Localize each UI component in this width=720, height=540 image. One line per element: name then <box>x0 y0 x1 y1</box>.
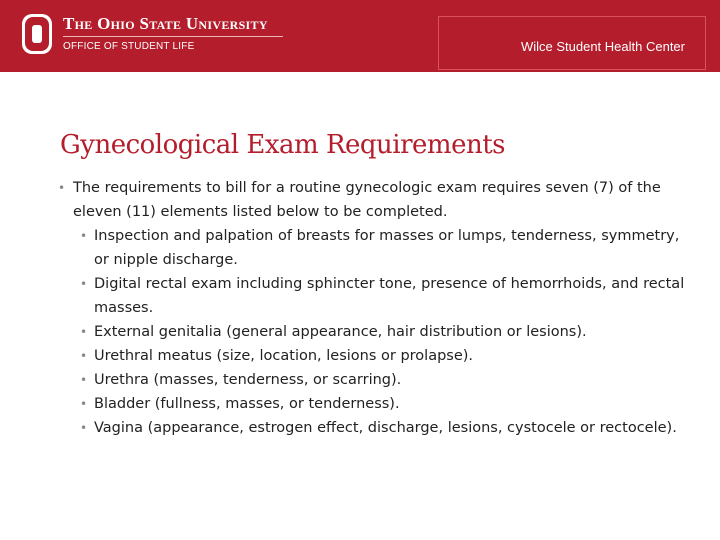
bullet-icon: • <box>80 325 88 339</box>
bullet-icon: • <box>80 349 88 363</box>
main-bullet <box>58 176 698 440</box>
list-item-text: Vagina (appearance, estrogen effect, discharge, lesions, cystocele or rectocele). <box>94 420 677 436</box>
list-item <box>72 368 698 392</box>
list-item <box>72 320 698 344</box>
slide-title: Gynecological Exam Requirements <box>60 130 505 160</box>
list-item-text: Urethra (masses, tenderness, or scarring). <box>94 372 402 388</box>
list-item-text: Bladder (fullness, masses, or tenderness). <box>94 396 400 412</box>
header-divider <box>63 36 283 37</box>
main-bullet-text: The requirements to bill for a routine gynecologic exam requires seven (7) of the eleven (11) elements listed below to be completed. <box>73 180 661 220</box>
bullet-icon: • <box>80 373 88 387</box>
bullet-icon: • <box>80 397 88 411</box>
bullet-list <box>58 176 698 440</box>
list-item-text: Urethral meatus (size, location, lesions or prolapse). <box>94 348 474 364</box>
list-item-text: External genitalia (general appearance, hair distribution or lesions). <box>94 324 587 340</box>
element-list <box>72 224 698 440</box>
office-label: OFFICE OF STUDENT LIFE <box>63 41 195 52</box>
bullet-icon: • <box>80 277 88 291</box>
list-item-text: Inspection and palpation of breasts for masses or lumps, tenderness, symmetry, or nipple discharge. <box>94 228 680 268</box>
ohio-state-block-o-logo <box>22 14 52 54</box>
header-bar <box>0 0 720 72</box>
list-item <box>72 392 698 416</box>
list-item-text: Digital rectal exam including sphincter tone, presence of hemorrhoids, and rectal masses. <box>94 276 685 316</box>
bullet-icon: • <box>80 229 88 243</box>
center-label: Wilce Student Health Center <box>520 39 685 54</box>
center-box <box>438 16 706 70</box>
slide-content <box>58 176 698 440</box>
bullet-icon: • <box>58 181 66 195</box>
bullet-icon: • <box>80 421 88 435</box>
list-item <box>72 224 698 272</box>
list-item <box>72 272 698 320</box>
list-item <box>72 344 698 368</box>
list-item <box>72 416 698 440</box>
university-name: The Ohio State University <box>63 14 268 33</box>
